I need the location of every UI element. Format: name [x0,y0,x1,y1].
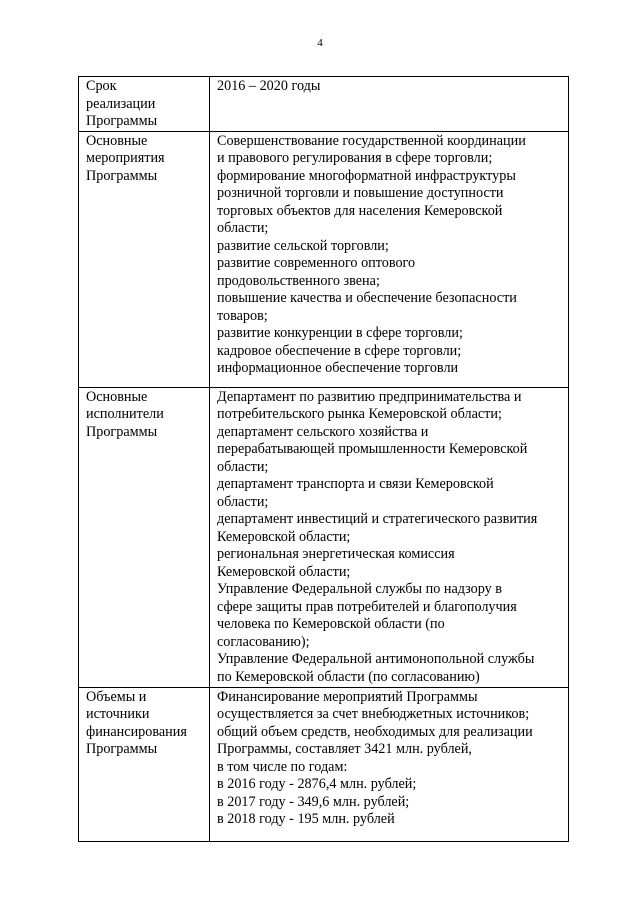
row-content-line: продовольственного звена; [217,272,380,289]
row-content-line: области; [217,220,269,236]
row-content-line: развитие современного оптового [217,255,416,271]
row-content-line: кадровое обеспечение в сфере торговли; [217,342,462,359]
row-label-cell [79,387,210,687]
row-content-cell [210,387,569,687]
table-row-implementation-period [79,77,569,132]
program-passport-table [78,76,569,842]
row-content-line: 2016 – 2020 годы [217,78,321,94]
row-content-line: человека по Кемеровской области (по [217,616,445,632]
row-content-line: потребительского рынка Кемеровской области; [217,406,502,422]
row-label-line: реализации [86,95,156,112]
row-label-line: исполнители [86,406,164,422]
row-content-line: департамент сельского хозяйства и [217,423,429,440]
row-content-line: Кемеровской области; [217,528,351,545]
row-label-line: Основные [86,388,148,405]
table-row-main-activities [79,131,569,387]
row-content-line: сфере защиты прав потребителей и благополучия [217,598,517,615]
row-content-line: общий объем средств, необходимых для реализации [217,723,533,740]
row-content-line: региональная энергетическая комиссия [217,546,455,562]
row-content-line: департамент транспорта и связи Кемеровской [217,476,494,492]
row-content-line: повышение качества и обеспечение безопасности [217,290,517,306]
row-content-cell [210,687,569,841]
row-label-line: Программы [86,741,158,757]
table-row-funding [79,687,569,841]
row-content-line: информационное обеспечение торговли [217,360,459,376]
row-content-line: Программы, составляет 3421 млн. рублей, [217,741,472,757]
row-content-line: розничной торговли и повышение доступности [217,185,504,201]
row-content-line: развитие конкуренции в сфере торговли; [217,325,463,341]
table-row-main-executors [79,387,569,687]
row-content-line: области; [217,493,269,510]
row-label-line: Программы [86,167,158,184]
row-content-line: в том числе по годам: [217,758,348,775]
row-content-line: по Кемеровской области (по согласованию) [217,668,480,685]
row-content-line: и правового регулирования в сфере торговли; [217,150,493,166]
row-content-cell [210,131,569,387]
row-content-line: в 2017 году - 349,6 млн. рублей; [217,793,410,810]
row-content-line: Кемеровской области; [217,563,351,580]
row-content-line: области; [217,458,269,475]
row-content-line: Управление Федеральной службы по надзору в [217,581,502,597]
row-content-line: департамент инвестиций и стратегического развития [217,511,538,527]
row-content-line: Управление Федеральной антимонопольной службы [217,651,535,667]
row-content-line: перерабатывающей промышленности Кемеровской [217,441,528,457]
row-content-line: в 2018 году - 195 млн. рублей [217,811,395,827]
row-label-cell [79,131,210,387]
row-label-line: Основные [86,132,148,149]
row-content-line: формирование многоформатной инфраструктуры [217,167,516,184]
row-content-cell [210,77,569,132]
row-content-line: согласованию); [217,633,310,650]
row-label-line: мероприятия [86,150,165,166]
row-label-line: финансирования [86,723,187,740]
row-content-line: в 2016 году - 2876,4 млн. рублей; [217,776,417,792]
row-label-line: Программы [86,113,158,129]
row-label-line: источники [86,706,150,722]
row-content-line: развитие сельской торговли; [217,237,389,254]
row-label-line: Срок [86,78,117,94]
row-label-line: Программы [86,423,158,440]
row-content-line: Совершенствование государственной координации [217,132,526,149]
row-content-line: торговых объектов для населения Кемеровской [217,202,503,219]
row-content-line: товаров; [217,307,268,324]
row-content-line: осуществляется за счет внебюджетных источников; [217,706,530,722]
row-label-cell [79,77,210,132]
row-label-line: Объемы и [86,688,147,705]
row-content-line: Финансирование мероприятий Программы [217,688,478,705]
row-content-line: Департамент по развитию предпринимательства и [217,388,522,405]
row-label-cell [79,687,210,841]
page-number: 4 [317,37,323,49]
